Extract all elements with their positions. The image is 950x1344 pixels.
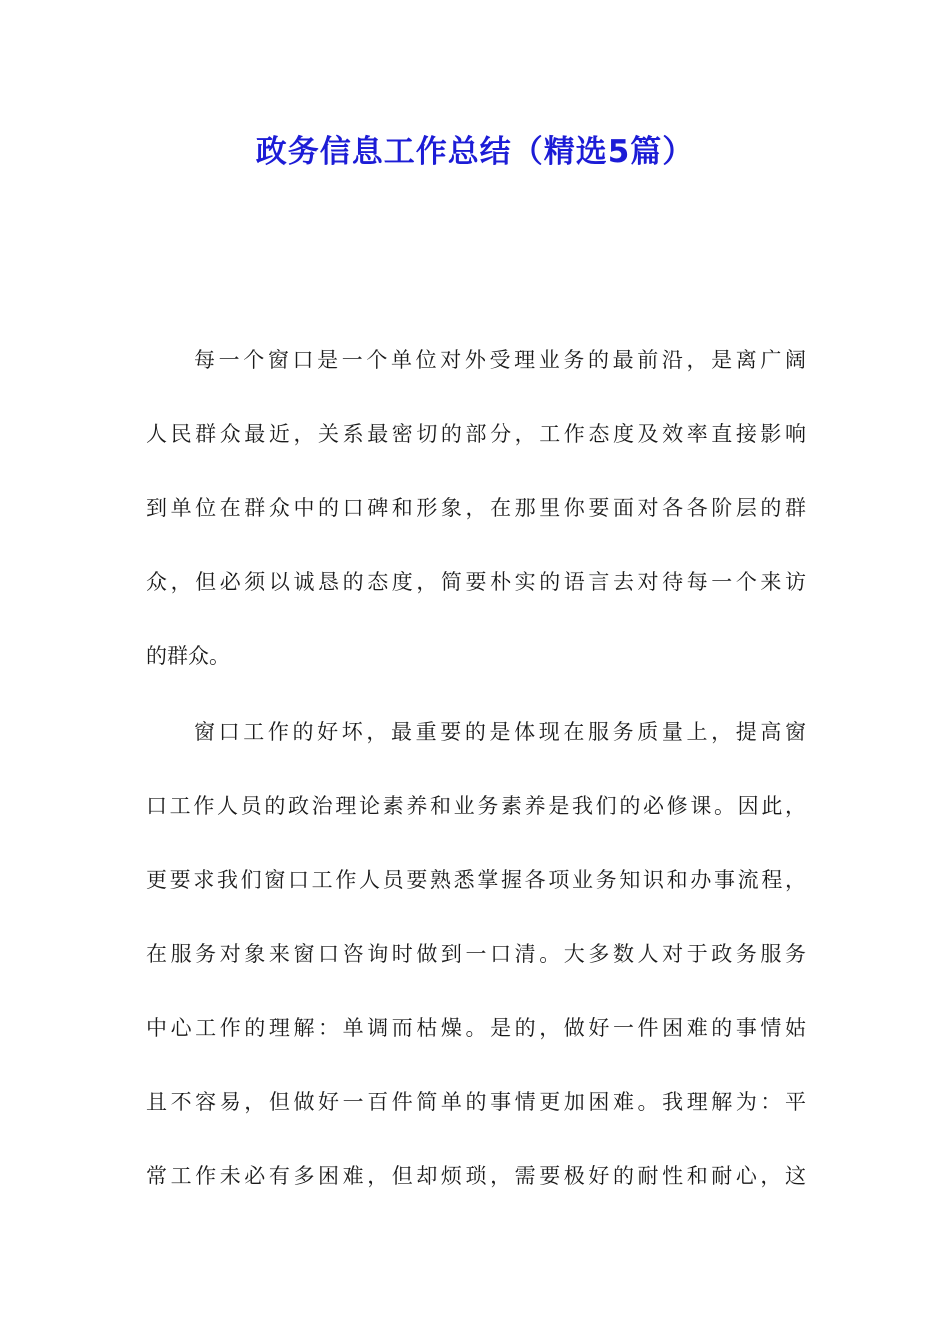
paragraph-2-line-5: 中心工作的理解：单调而枯燥。是的，做好一件困难的事情姑 bbox=[146, 1016, 806, 1040]
paragraph-2-line-2: 口工作人员的政治理论素养和业务素养是我们的必修课。因此， bbox=[146, 794, 806, 818]
paragraph-1-line-5: 的群众。 bbox=[146, 644, 230, 668]
paragraph-2-line-4: 在服务对象来窗口咨询时做到一口清。大多数人对于政务服务 bbox=[146, 942, 806, 966]
document-title: 政务信息工作总结（精选5篇） bbox=[255, 134, 695, 170]
paragraph-1-line-1: 每一个窗口是一个单位对外受理业务的最前沿，是离广阔 bbox=[194, 348, 806, 372]
paragraph-2-line-7: 常工作未必有多困难，但却烦琐，需要极好的耐性和耐心，这 bbox=[146, 1164, 806, 1188]
paragraph-2-line-1: 窗口工作的好坏，最重要的是体现在服务质量上，提高窗 bbox=[194, 720, 806, 744]
paragraph-1-line-3: 到单位在群众中的口碑和形象，在那里你要面对各各阶层的群 bbox=[146, 496, 806, 520]
paragraph-1-line-2: 人民群众最近，关系最密切的部分，工作态度及效率直接影响 bbox=[146, 422, 806, 446]
paragraph-2-line-6: 且不容易，但做好一百件简单的事情更加困难。我理解为：平 bbox=[146, 1090, 806, 1114]
paragraph-2-line-3: 更要求我们窗口工作人员要熟悉掌握各项业务知识和办事流程， bbox=[146, 868, 806, 892]
paragraph-1-line-4: 众，但必须以诚恳的态度，简要朴实的语言去对待每一个来访 bbox=[146, 570, 806, 594]
